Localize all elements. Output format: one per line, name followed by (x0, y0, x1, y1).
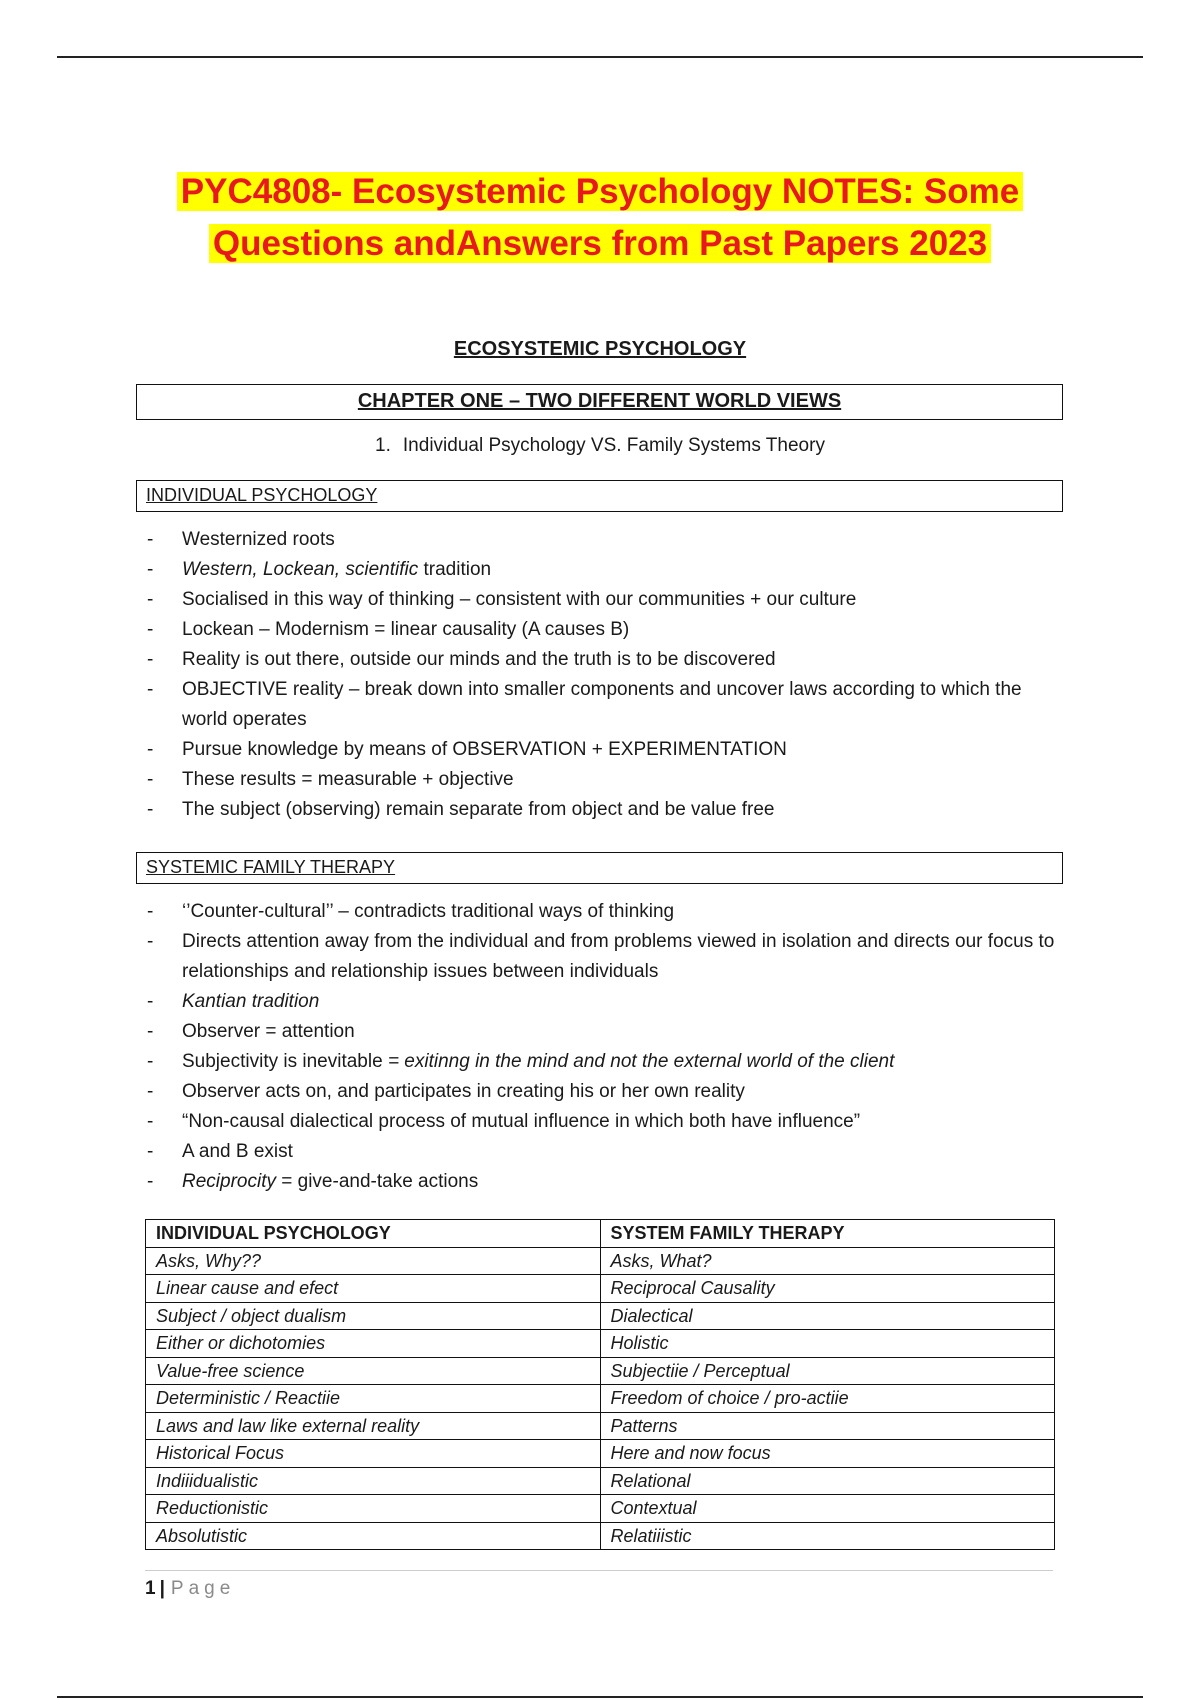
table-row (146, 1275, 1055, 1303)
individual-psychology-list (145, 525, 1065, 825)
table-row (146, 1495, 1055, 1523)
table-cell: Asks, Why?? (146, 1247, 601, 1275)
top-rule (57, 56, 1143, 58)
list-item: - OBJECTIVE reality – break down into smaller components and uncover laws according to which the world operates (145, 675, 1065, 735)
title-line-2: Questions andAnswers from Past Papers 2023 (209, 224, 991, 263)
numbered-item-text: Individual Psychology VS. Family Systems Theory (402, 435, 825, 456)
table-cell: Here and now focus (600, 1440, 1055, 1468)
table-cell: Asks, What? (600, 1247, 1055, 1275)
table-row (146, 1440, 1055, 1468)
table-cell: Dialectical (600, 1302, 1055, 1330)
table-cell: Holistic (600, 1330, 1055, 1358)
comparison-table (145, 1219, 1055, 1550)
section-heading-systemic: SYSTEMIC FAMILY THERAPY (146, 857, 396, 877)
list-item: - Lockean – Modernism = linear causality (A causes B) (145, 615, 1065, 645)
list-item: - Western, Lockean, scientiﬁc tradition (145, 555, 1065, 585)
table-row (146, 1385, 1055, 1413)
footer-divider (145, 1570, 1053, 1571)
page-number: 1 (145, 1578, 156, 1599)
footer-separator: | (159, 1578, 165, 1599)
list-item: - “Non-causal dialectical process of mutual influence in which both have influence” (145, 1107, 1065, 1137)
table-row (146, 1412, 1055, 1440)
section-heading-box-individual (136, 480, 1063, 512)
table-cell: Subjectiie / Perceptual (600, 1357, 1055, 1385)
table-cell: Patterns (600, 1412, 1055, 1440)
section-heading-individual: INDIVIDUAL PSYCHOLOGY (146, 485, 378, 505)
section-heading-box-systemic (136, 852, 1063, 884)
list-item: - Pursue knowledge by means of OBSERVATION + EXPERIMENTATION (145, 735, 1065, 765)
document-title (0, 166, 1200, 270)
list-item: - Westernized roots (145, 525, 1065, 555)
table-cell: Freedom of choice / pro-actiie (600, 1385, 1055, 1413)
table-row (146, 1357, 1055, 1385)
list-item: - Directs attention away from the individual and from problems viewed in isolation and directs our focus to relationships and relationship issues between individuals (145, 927, 1065, 987)
list-item: - Observer acts on, and participates in creating his or her own reality (145, 1077, 1065, 1107)
bottom-rule (57, 1696, 1143, 1698)
table-cell: Subject / object dualism (146, 1302, 601, 1330)
table-cell: Relational (600, 1467, 1055, 1495)
list-item: - A and B exist (145, 1137, 1065, 1167)
table-row (146, 1302, 1055, 1330)
table-header-row (146, 1220, 1055, 1248)
table-row (146, 1467, 1055, 1495)
list-item: - Reality is out there, outside our minds and the truth is to be discovered (145, 645, 1065, 675)
table-cell: Relatiiistic (600, 1522, 1055, 1550)
page-footer (145, 1578, 235, 1600)
title-line-1: PYC4808- Ecosystemic Psychology NOTES: Some (177, 172, 1023, 211)
list-item: - These results = measurable + objective (145, 765, 1065, 795)
table-header-individual: INDIVIDUAL PSYCHOLOGY (146, 1220, 601, 1248)
list-item: - Reciprocity = give-and-take actions (145, 1167, 1065, 1197)
table-cell: Reciprocal Causality (600, 1275, 1055, 1303)
numbered-item-number: 1. (375, 435, 391, 456)
table-header-systemic: SYSTEM FAMILY THERAPY (600, 1220, 1055, 1248)
table-cell: Historical Focus (146, 1440, 601, 1468)
table-row (146, 1247, 1055, 1275)
table-cell: Linear cause and efect (146, 1275, 601, 1303)
list-item: - ‘’Counter-cultural’’ – contradicts traditional ways of thinking (145, 897, 1065, 927)
table-cell: Either or dichotomies (146, 1330, 601, 1358)
list-item: - Observer = attention (145, 1017, 1065, 1047)
numbered-item (0, 435, 1200, 457)
table-cell: Indiiidualistic (146, 1467, 601, 1495)
main-heading: ECOSYSTEMIC PSYCHOLOGY (453, 338, 747, 360)
table-cell: Laws and law like external reality (146, 1412, 601, 1440)
chapter-heading-box (136, 384, 1063, 420)
systemic-family-therapy-list (145, 897, 1065, 1197)
chapter-heading: CHAPTER ONE – TWO DIFFERENT WORLD VIEWS (357, 390, 842, 412)
page-label: Page (170, 1578, 236, 1599)
table-cell: Absolutistic (146, 1522, 601, 1550)
table-row (146, 1330, 1055, 1358)
table-cell: Value-free science (146, 1357, 601, 1385)
table-row (146, 1522, 1055, 1550)
table-cell: Contextual (600, 1495, 1055, 1523)
table-cell: Reductionistic (146, 1495, 601, 1523)
list-item: - Socialised in this way of thinking – consistent with our communities + our culture (145, 585, 1065, 615)
list-item: - Subjectivity is inevitable = exitinng in the mind and not the external world of the client (145, 1047, 1065, 1077)
list-item: - Kantian tradition (145, 987, 1065, 1017)
table-cell: Deterministic / Reactiie (146, 1385, 601, 1413)
list-item: - The subject (observing) remain separate from object and be value free (145, 795, 1065, 825)
